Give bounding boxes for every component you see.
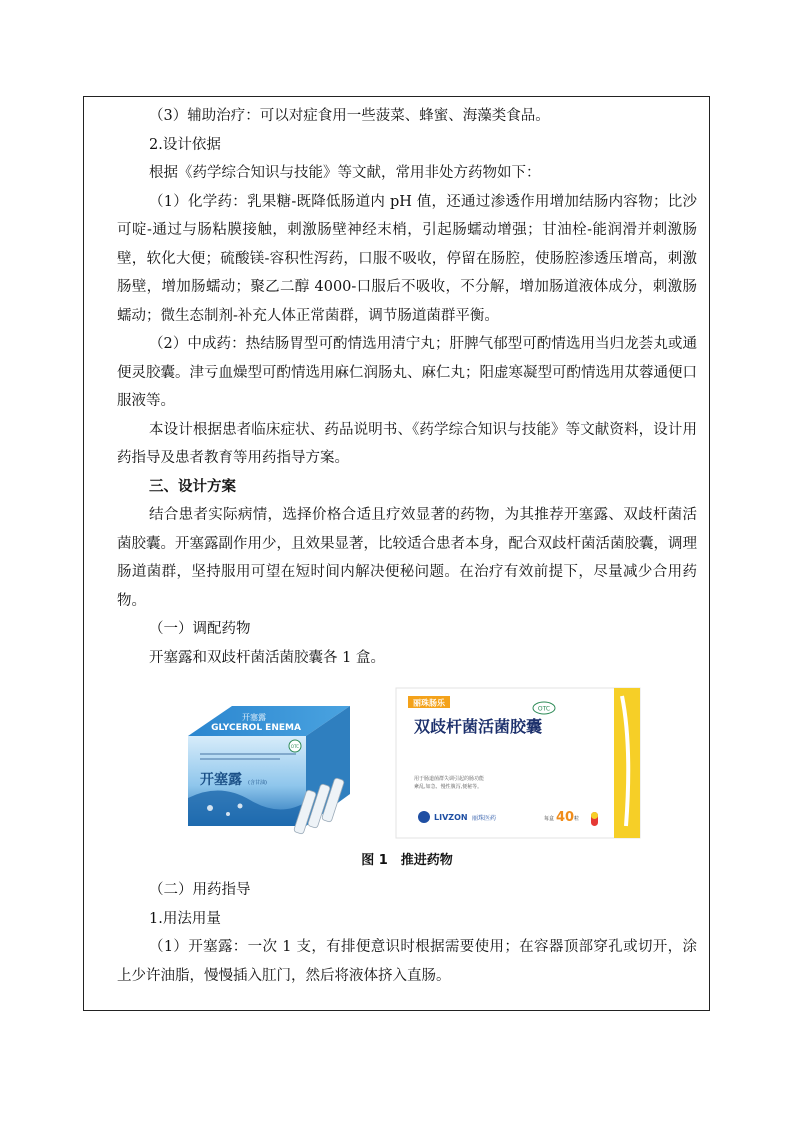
box2-product-name: 双歧杆菌活菌胶囊 bbox=[414, 717, 543, 736]
auxiliary-treatment-line: （3）辅助治疗：可以对症食用一些菠菜、蜂蜜、海藻类食品。 bbox=[149, 108, 550, 124]
bifidobacterium-capsule-box-image bbox=[394, 686, 644, 844]
document-frame bbox=[83, 96, 710, 1011]
box2-otc-mark: OTC bbox=[537, 705, 551, 713]
chemical-drugs-paragraph: （1）化学药：乳果糖-既降低肠道内 pH 值，还通过渗透作用增加结肠内容物；比沙可啶-通过与肠粘膜接触，刺激肠壁神经末梢，引起肠蠕动增强；甘油栓-能润滑并刺激肠壁，软化大便；硫酸镁-容积性泻药，口服不吸收，停留在肠腔，使肠腔渗透压增高，刺激肠壁，增加肠蠕动；聚乙二醇 4000-口服后不吸收，不分解，增加肠道液体成分，刺激肠蠕动；微生态制剂-补充人体正常菌群，调节肠道菌群平衡。 bbox=[117, 193, 697, 324]
tcm-drugs-paragraph: （2）中成药：热结肠胃型可酌情选用清宁丸；肝脾气郁型可酌情选用当归龙荟丸或通便灵胶囊。津亏血燥型可酌情选用麻仁润肠丸、麻仁丸；阳虚寒凝型可酌情选用苁蓉通便口服液等。 bbox=[117, 336, 697, 409]
plan-paragraph: 结合患者实际病情，选择价格合适且疗效显著的药物，为其推荐开塞露、双歧杆菌活菌胶囊。开塞露副作用少，且效果显著，比较适合患者本身，配合双歧杆菌活菌胶囊，调理肠道菌群，坚持服用可望在短时间内解决便秘问题。在治疗有效前提下，尽量减少合用药物。 bbox=[117, 507, 697, 609]
basis-paragraph: 本设计根据患者临床症状、药品说明书、《药学综合知识与技能》等文献资料，设计用药指导及患者教育等用药指导方案。 bbox=[117, 421, 697, 466]
box2-count-value: 40 bbox=[556, 810, 575, 825]
box2-count-prefix: 每盒 bbox=[544, 816, 555, 822]
box1-chinese-subname: (含甘油) bbox=[248, 780, 267, 786]
design-basis-intro: 根据《药学综合知识与技能》等文献，常用非处方药物如下： bbox=[149, 165, 541, 181]
box2-description-line-1: 用于肠道菌群失调引起的肠功能 bbox=[414, 776, 485, 782]
box1-chinese-name: 开塞露 bbox=[200, 772, 242, 788]
usage-heading: 1.用法用量 bbox=[149, 910, 221, 927]
document-content bbox=[117, 97, 697, 990]
dispense-text: 开塞露和双歧杆菌活菌胶囊各 1 盒。 bbox=[149, 649, 385, 666]
box2-count-suffix: 粒 bbox=[574, 816, 580, 822]
box2-description-line-2: 紊乱,如急、慢性腹泻,便秘等。 bbox=[414, 784, 483, 790]
box2-maker-chinese: 丽珠医药 bbox=[472, 815, 497, 822]
figure-caption: 图 1 推进药物 bbox=[361, 853, 453, 868]
box2-maker-english: LIVZON bbox=[434, 813, 468, 822]
section-3-heading: 三、设计方案 bbox=[149, 478, 236, 495]
glycerol-enema-box-image bbox=[180, 698, 370, 838]
box1-english-name: GLYCEROL ENEMA bbox=[211, 723, 301, 733]
usage-paragraph: （1）开塞露：一次 1 支，有排便意识时根据需要使用；在容器顶部穿孔或切开，涂上少许油脂，慢慢插入肛门，然后将液体挤入直肠。 bbox=[117, 939, 697, 984]
subsection-dispense-heading: （一）调配药物 bbox=[149, 621, 251, 637]
drug-figure bbox=[117, 686, 697, 846]
box2-brand-name: 丽珠肠乐 bbox=[413, 698, 445, 708]
box1-otc-mark: OTC bbox=[290, 744, 300, 749]
design-basis-heading: 2.设计依据 bbox=[149, 136, 221, 153]
box1-top-label: 开塞露 bbox=[242, 713, 266, 722]
subsection-guidance-heading: （二）用药指导 bbox=[149, 882, 251, 898]
